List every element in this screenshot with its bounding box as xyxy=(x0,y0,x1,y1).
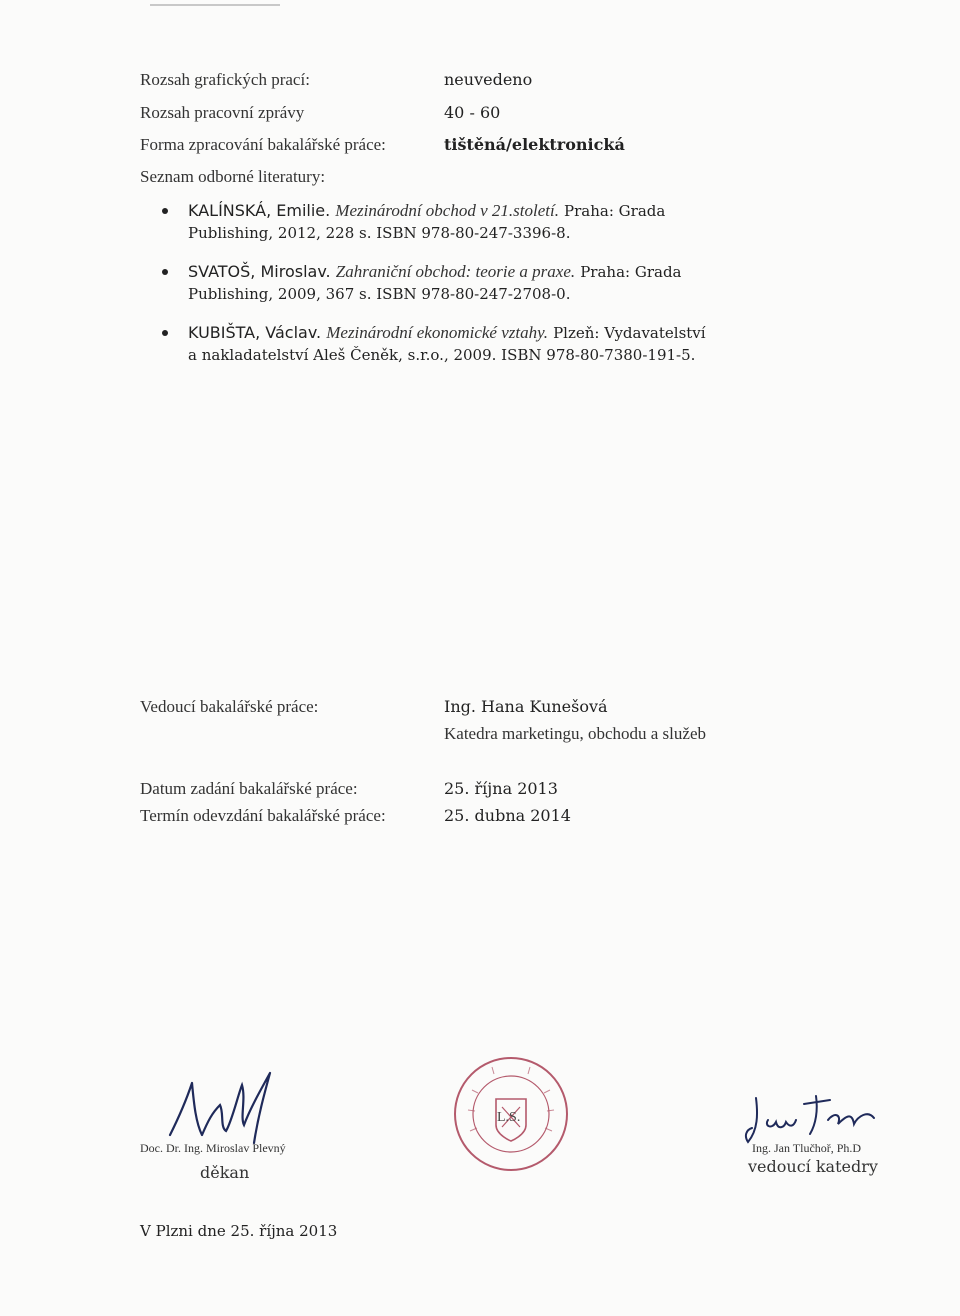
place-date: V Plzni dne 25. října 2013 xyxy=(140,1222,338,1240)
bib-author: SVATOŠ, Miroslav. xyxy=(188,262,331,281)
due-date-value: 25. dubna 2014 xyxy=(444,806,571,825)
bib-title: Zahraniční obchod: teorie a praxe. xyxy=(335,262,576,281)
head-name: Ing. Jan Tlučhoř, Ph.D xyxy=(752,1141,862,1155)
bibliography-item xyxy=(160,200,860,244)
form-value: tištěná/elektronická xyxy=(444,135,625,154)
supervisor-department: Katedra marketingu, obchodu a služeb xyxy=(444,724,706,743)
bib-publisher: Praha: Grada xyxy=(580,263,682,281)
bib-title: Mezinárodní ekonomické vztahy. xyxy=(326,323,548,342)
report-label: Rozsah pracovní zprávy xyxy=(140,103,305,122)
supervisor-label: Vedoucí bakalářské práce: xyxy=(140,697,319,716)
graphics-value: neuvedeno xyxy=(444,70,533,89)
dean-signature-icon xyxy=(150,1065,300,1145)
bullet-icon xyxy=(162,208,168,214)
assigned-date-value: 25. října 2013 xyxy=(444,779,558,798)
bibliography-item xyxy=(160,261,860,305)
assigned-date-label: Datum zadání bakalářské práce: xyxy=(140,779,358,798)
bib-details: Publishing, 2012, 228 s. ISBN 978-80-247-3396-8. xyxy=(188,224,571,242)
bib-author: KALÍNSKÁ, Emilie. xyxy=(188,201,331,220)
scan-edge-mark xyxy=(150,4,280,6)
form-label: Forma zpracování bakalářské práce: xyxy=(140,135,386,154)
bib-title: Mezinárodní obchod v 21.století. xyxy=(335,201,559,220)
bib-author: KUBIŠTA, Václav. xyxy=(188,323,322,342)
bibliography-item xyxy=(160,322,860,366)
bib-details: a nakladatelství Aleš Čeněk, s.r.o., 2009. ISBN 978-80-7380-191-5. xyxy=(188,346,696,364)
head-role: vedoucí katedry xyxy=(748,1157,878,1176)
bib-publisher: Plzeň: Vydavatelství xyxy=(553,324,706,342)
bibliography-list xyxy=(160,200,860,383)
report-value: 40 - 60 xyxy=(444,103,501,122)
dean-role: děkan xyxy=(200,1163,250,1182)
bullet-icon xyxy=(162,330,168,336)
graphics-label: Rozsah grafických prací: xyxy=(140,70,310,89)
bib-details: Publishing, 2009, 367 s. ISBN 978-80-247-2708-0. xyxy=(188,285,571,303)
literature-label: Seznam odborné literatury: xyxy=(140,167,326,186)
due-date-label: Termín odevzdání bakalářské práce: xyxy=(140,806,386,825)
dean-name: Doc. Dr. Ing. Miroslav Plevný xyxy=(140,1141,286,1155)
stamp-label: L.S. xyxy=(497,1110,521,1125)
bullet-icon xyxy=(162,269,168,275)
supervisor-name: Ing. Hana Kunešová xyxy=(444,697,608,716)
bib-publisher: Praha: Grada xyxy=(564,202,666,220)
